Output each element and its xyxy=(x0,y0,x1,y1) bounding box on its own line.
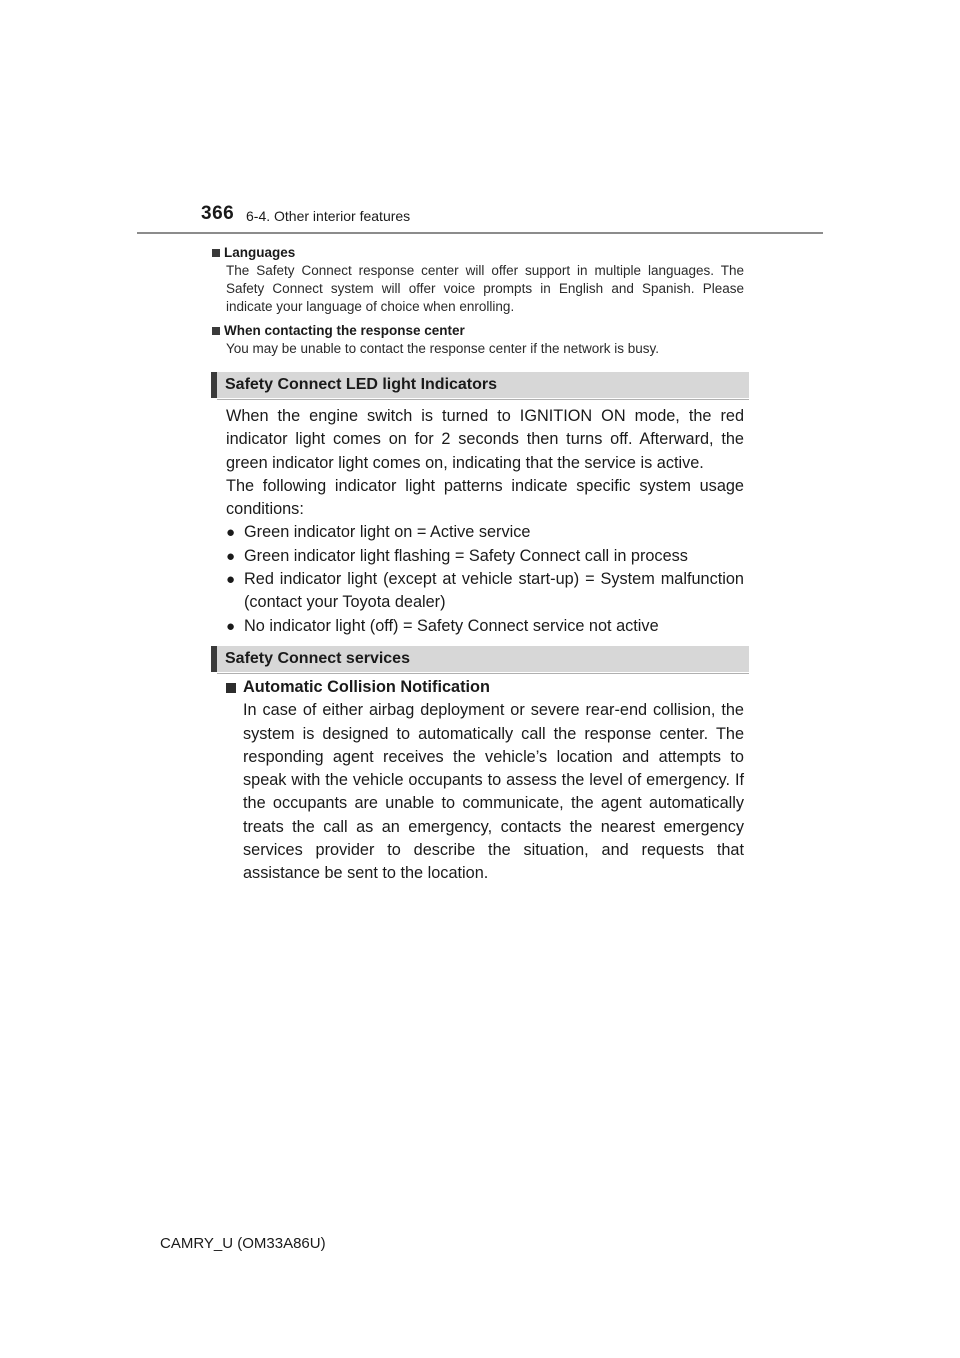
page-number: 366 xyxy=(201,203,235,224)
note-body: You may be unable to contact the response center if the network is busy. xyxy=(226,341,660,356)
list-item: ● Green indicator light on = Active service xyxy=(226,521,744,544)
service-item-body: In case of either airbag deployment or severe rear-end collision, the system is designed to automatically call the response center. The responding agent receives the vehicle’s location and attempts to speak with the vehicle occupants to assess the level of emergency. If the occupants are unable to communicate, the agent automatically treats the call as an emergency, contacts the nearest emergency services provider to describe the situation, and requests that assistance be sent to the location. xyxy=(243,701,744,883)
list-item: ● Green indicator light flashing = Safety Connect call in process xyxy=(226,545,744,568)
square-bullet-icon xyxy=(212,249,220,257)
led-intro: When the engine switch is turned to IGNITION ON mode, the red indicator light comes on for 2 seconds then turns off. Afterward, the green indicator light comes on, indicating that the service is active. xyxy=(226,407,744,472)
note-title: When contacting the response center xyxy=(224,323,465,338)
service-item-title: Automatic Collision Notification xyxy=(226,676,744,699)
bullet-dot-icon: ● xyxy=(226,571,236,589)
led-conditions: The following indicator light patterns indicate specific system usage conditions: xyxy=(226,476,744,519)
bullet-dot-icon: ● xyxy=(226,617,236,635)
note-title: Languages xyxy=(224,245,296,260)
header-divider xyxy=(137,232,823,234)
list-item: ● Red indicator light (except at vehicle start-up) = System malfunction (contact your Toyota dealer) xyxy=(226,568,744,615)
notes-block xyxy=(212,244,744,364)
led-section-content xyxy=(226,405,744,638)
services-section-heading: Safety Connect services xyxy=(211,646,749,672)
section-title: 6-4. Other interior features xyxy=(246,208,411,224)
led-section-heading: Safety Connect LED light Indicators xyxy=(211,372,749,398)
square-bullet-icon xyxy=(226,683,236,693)
bullet-dot-icon: ● xyxy=(226,547,236,565)
page-header xyxy=(0,0,960,240)
square-bullet-icon xyxy=(212,327,220,335)
footer-model-code: CAMRY_U (OM33A86U) xyxy=(160,1235,326,1252)
services-section-content xyxy=(226,676,744,886)
list-item: ● No indicator light (off) = Safety Connect service not active xyxy=(226,615,744,638)
led-bullet-list xyxy=(226,521,744,637)
note-contacting xyxy=(212,322,744,358)
note-body: The Safety Connect response center will offer support in multiple languages. The Safety Connect system will offer voice prompts in English and Spanish. Please indicate your language of choice when enrolling. xyxy=(226,263,744,314)
note-languages xyxy=(212,244,744,316)
bullet-dot-icon: ● xyxy=(226,524,236,542)
